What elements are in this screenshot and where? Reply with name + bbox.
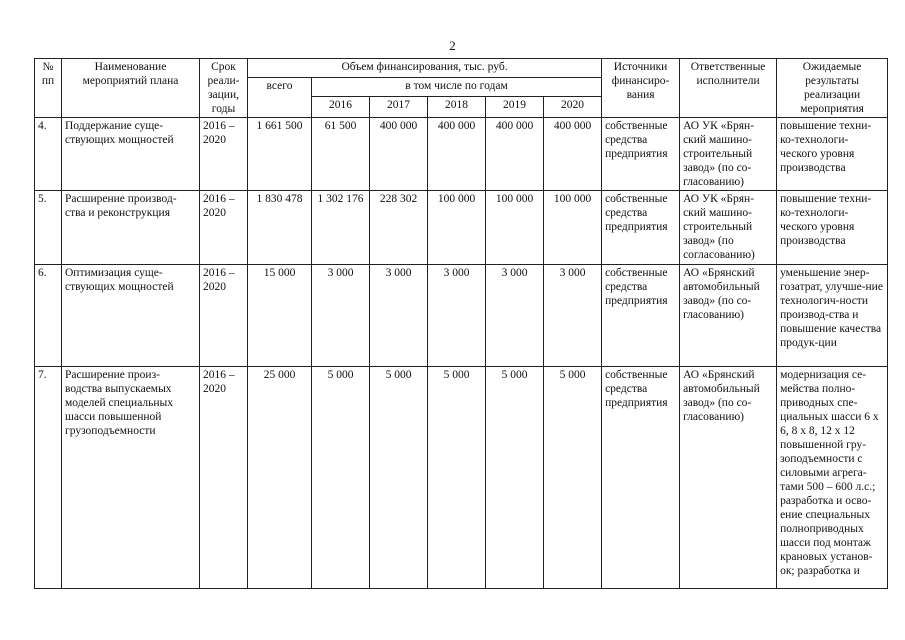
header-year: 2016 [312, 97, 370, 118]
row-total: 1 830 478 [248, 191, 312, 265]
row-term: 2016 – 2020 [200, 118, 248, 191]
header-no: № пп [35, 59, 62, 118]
row-source: собственные средства предприятия [602, 118, 680, 191]
row-name: Расширение произ-водства выпускаемых моделей специальных шасси повышенной грузоподъемности [62, 367, 200, 589]
header-results: Ожидаемые результаты реализации мероприятия [777, 59, 888, 118]
row-name: Оптимизация суще-ствующих мощностей [62, 265, 200, 367]
header-by-years: в том числе по годам [312, 78, 602, 97]
row-year-value: 100 000 [486, 191, 544, 265]
row-year-value: 5 000 [312, 367, 370, 589]
row-source: собственные средства предприятия [602, 191, 680, 265]
row-no: 4. [35, 118, 62, 191]
header-finance: Объем финансирования, тыс. руб. [248, 59, 602, 78]
row-year-value: 1 302 176 [312, 191, 370, 265]
row-source: собственные средства предприятия [602, 265, 680, 367]
row-name: Поддержание суще-ствующих мощностей [62, 118, 200, 191]
header-term: Срок реали-зации, годы [200, 59, 248, 118]
row-result: уменьшение энер-гозатрат, улучше-ние технологич-ности производ-ства и повышение качества продук-ции [777, 265, 888, 367]
header-year: 2018 [428, 97, 486, 118]
row-term: 2016 – 2020 [200, 265, 248, 367]
header-responsible: Ответственные исполнители [680, 59, 777, 118]
table-row [35, 191, 888, 265]
row-year-value: 5 000 [370, 367, 428, 589]
table-row [35, 118, 888, 191]
row-no: 5. [35, 191, 62, 265]
header-sources: Источники финансиро-вания [602, 59, 680, 118]
header-name: Наименование мероприятий плана [62, 59, 200, 118]
table-row [35, 367, 888, 589]
row-year-value: 400 000 [370, 118, 428, 191]
row-responsible: АО УК «Брян-ский машино-строительный завод» (по согласованию) [680, 191, 777, 265]
row-year-value: 3 000 [428, 265, 486, 367]
row-year-value: 61 500 [312, 118, 370, 191]
row-year-value: 3 000 [312, 265, 370, 367]
header-year: 2017 [370, 97, 428, 118]
row-responsible: АО «Брянский автомобильный завод» (по со-гласованию) [680, 265, 777, 367]
header-year: 2020 [544, 97, 602, 118]
row-responsible: АО «Брянский автомобильный завод» (по со-гласованию) [680, 367, 777, 589]
row-year-value: 400 000 [486, 118, 544, 191]
row-term: 2016 – 2020 [200, 191, 248, 265]
row-year-value: 3 000 [486, 265, 544, 367]
row-name: Расширение производ-ства и реконструкция [62, 191, 200, 265]
row-year-value: 400 000 [544, 118, 602, 191]
row-year-value: 228 302 [370, 191, 428, 265]
row-responsible: АО УК «Брян-ский машино-строительный завод» (по со-гласованию) [680, 118, 777, 191]
row-year-value: 3 000 [370, 265, 428, 367]
row-year-value: 100 000 [428, 191, 486, 265]
table-row [35, 265, 888, 367]
header-total: всего [248, 78, 312, 118]
row-term: 2016 – 2020 [200, 367, 248, 589]
row-total: 1 661 500 [248, 118, 312, 191]
header-year: 2019 [486, 97, 544, 118]
row-no: 6. [35, 265, 62, 367]
row-year-value: 5 000 [544, 367, 602, 589]
row-total: 15 000 [248, 265, 312, 367]
row-year-value: 400 000 [428, 118, 486, 191]
row-result: модернизация се-мейства полно-приводных спе-циальных шасси 6 х 6, 8 х 8, 12 х 12 повышенной гру-зоподъемности с силовыми агрега-тами 500 – 600 л.с.; разработка и осво-ение специальных полноприводных шасси под монтаж крановых установ-ок; разработка и [777, 367, 888, 589]
row-year-value: 5 000 [428, 367, 486, 589]
row-result: повышение техни-ко-технологи-ческого уровня производства [777, 191, 888, 265]
page-number: 2 [449, 38, 456, 53]
row-source: собственные средства предприятия [602, 367, 680, 589]
row-result: повышение техни-ко-технологи-ческого уровня производства [777, 118, 888, 191]
row-year-value: 5 000 [486, 367, 544, 589]
row-total: 25 000 [248, 367, 312, 589]
row-no: 7. [35, 367, 62, 589]
row-year-value: 100 000 [544, 191, 602, 265]
plan-table [34, 58, 888, 589]
row-year-value: 3 000 [544, 265, 602, 367]
